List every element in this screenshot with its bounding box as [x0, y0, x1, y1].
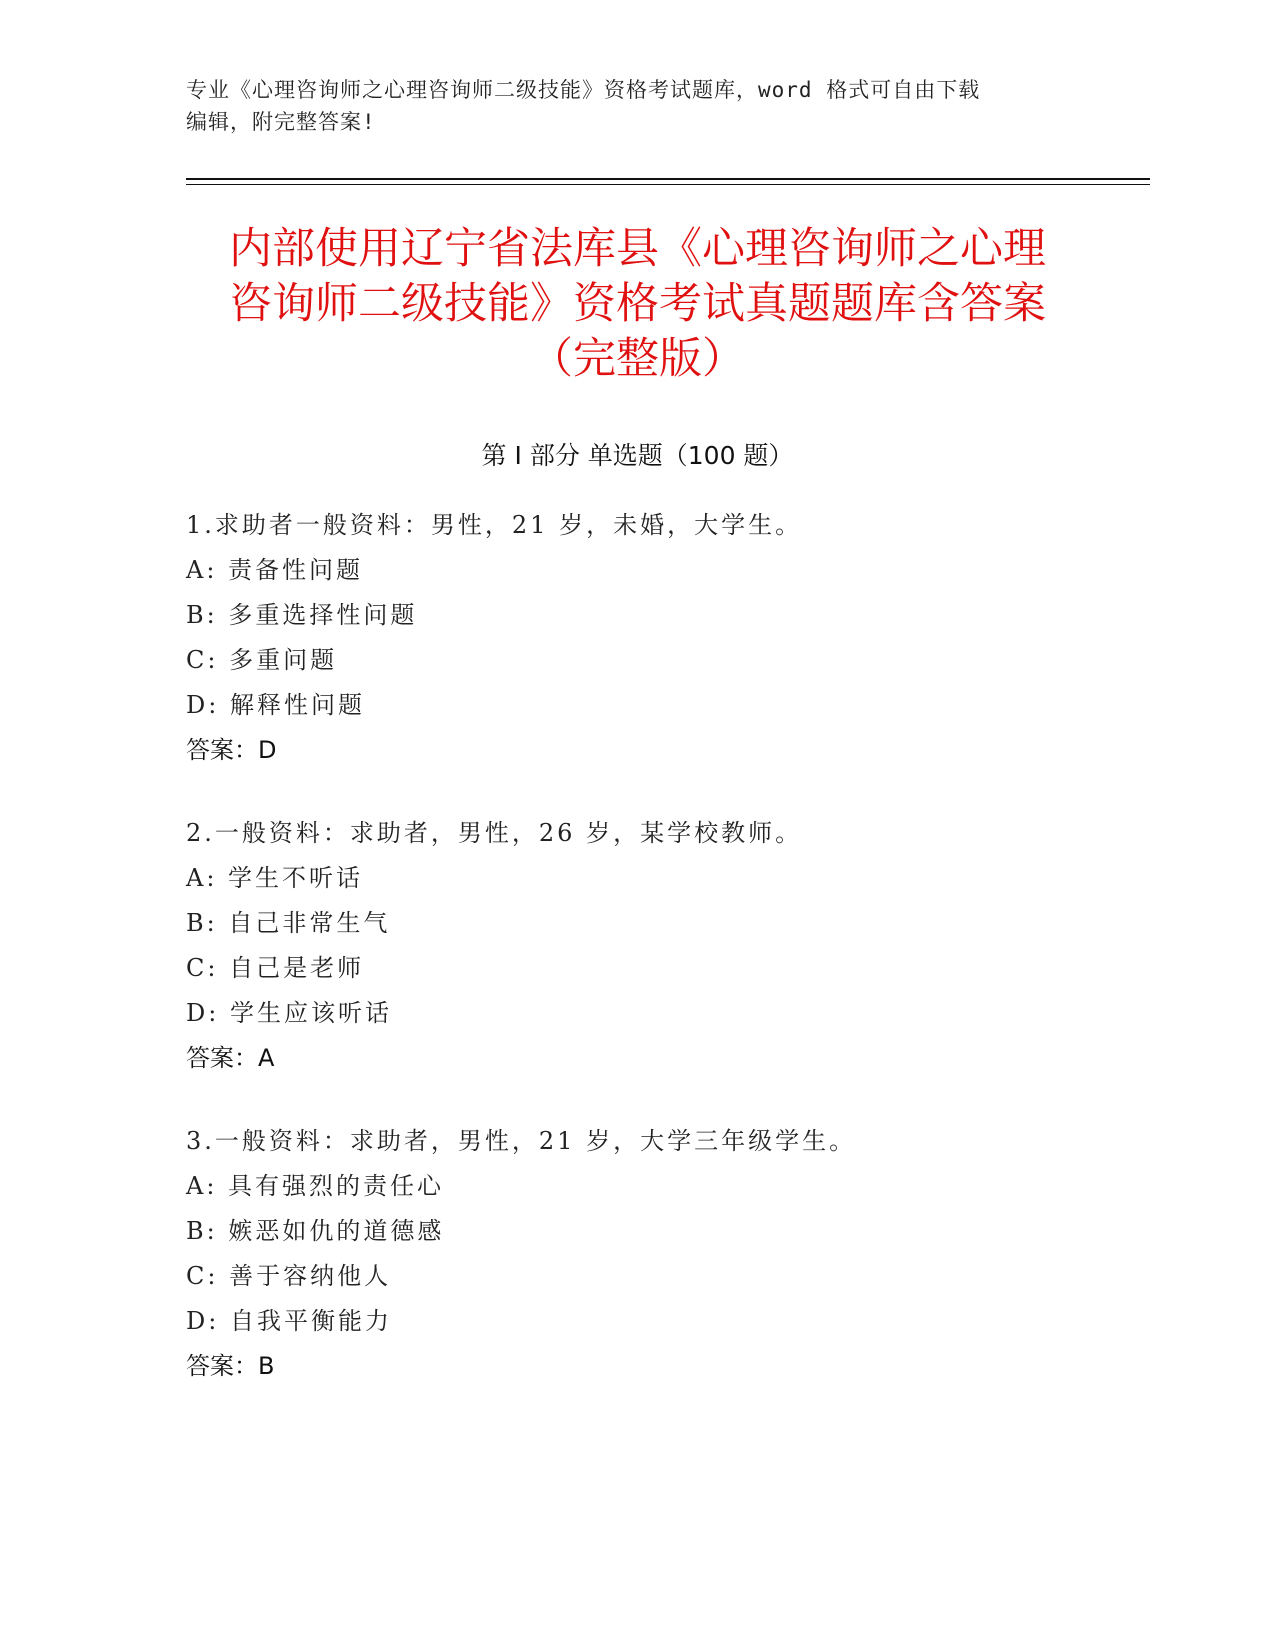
- option-c: C: 自己是老师: [186, 954, 365, 982]
- title-line: 内部使用辽宁省法库县《心理咨询师之心理: [229, 224, 1046, 274]
- option-d: D: 学生应该听话: [186, 999, 392, 1027]
- option-a: A: 具有强烈的责任心: [186, 1172, 445, 1200]
- option-b: B: 多重选择性问题: [186, 601, 418, 629]
- question-item: [186, 1119, 1086, 1389]
- section-heading: 第 I 部分 单选题（100 题）: [481, 441, 794, 470]
- option-d: D: 自我平衡能力: [186, 1307, 392, 1335]
- option-a: A: 学生不听话: [186, 864, 364, 892]
- option-c: C: 多重问题: [186, 646, 338, 674]
- question-stem: 1.求助者一般资料：男性，21 岁，未婚，大学生。: [186, 511, 803, 539]
- answer-label: 答案：D: [186, 736, 277, 764]
- header-note-line: 专业《心理咨询师之心理咨询师二级技能》资格考试题库，word 格式可自由下载: [186, 78, 981, 102]
- option-b: B: 自己非常生气: [186, 909, 391, 937]
- title-line: 咨询师二级技能》资格考试真题题库含答案: [229, 279, 1046, 329]
- answer-label: 答案：A: [186, 1044, 275, 1072]
- header-divider-thin: [186, 184, 1150, 185]
- option-d: D: 解释性问题: [186, 691, 365, 719]
- header-note: [186, 74, 1066, 138]
- option-a: A: 责备性问题: [186, 556, 364, 584]
- question-item: [186, 503, 1086, 773]
- header-note-line: 编辑，附完整答案!: [186, 110, 376, 134]
- option-c: C: 善于容纳他人: [186, 1262, 392, 1290]
- option-b: B: 嫉恶如仇的道德感: [186, 1217, 445, 1245]
- answer-label: 答案：B: [186, 1352, 275, 1380]
- document-title: [160, 222, 1115, 387]
- question-stem: 2.一般资料：求助者，男性，26 岁，某学校教师。: [186, 819, 803, 847]
- title-line: （完整版）: [530, 334, 745, 384]
- question-stem: 3.一般资料：求助者，男性，21 岁，大学三年级学生。: [186, 1127, 857, 1155]
- header-divider-thick: [186, 178, 1150, 180]
- question-item: [186, 811, 1086, 1081]
